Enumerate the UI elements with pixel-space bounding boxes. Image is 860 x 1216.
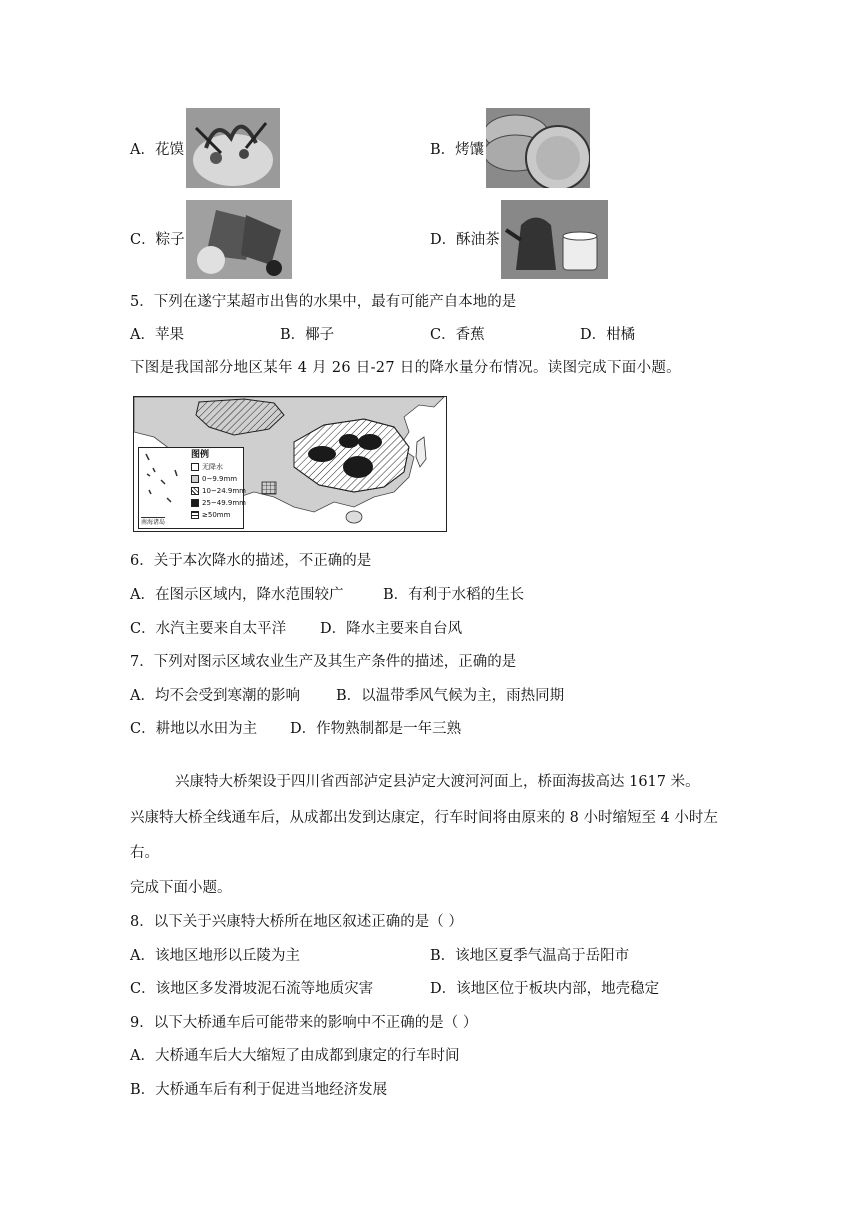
butter-tea-photo (501, 200, 608, 279)
q9-stem: 9．以下大桥通车后可能带来的影响中不正确的是（ ） (130, 1015, 478, 1031)
inset-label: 南海诸岛 (141, 519, 166, 526)
q7-option-b: B．以温带季风气候为主，雨热同期 (336, 688, 565, 704)
passage-line-1: 兴康特大桥架设于四川省西部泸定县泸定大渡河河面上，桥面海拔高达 1617 米。 (175, 774, 700, 790)
passage-line-3: 右。 (130, 845, 159, 861)
q7-option-d: D．作物熟制都是一年三熟 (290, 721, 462, 737)
q7-option-c: C．耕地以水田为主 (130, 721, 258, 737)
rain-intro: 下图是我国部分地区某年 4 月 26 日-27 日的降水量分布情况。读图完成下面小题。 (130, 360, 681, 376)
south-china-sea-inset (141, 450, 189, 514)
q4-option-a-label: A．花馍 (130, 142, 184, 158)
q7-stem: 7．下列对图示区域农业生产及其生产条件的描述，正确的是 (130, 654, 517, 670)
passage-line-2: 兴康特大桥全线通车后，从成都出发到达康定，行车时间将由原来的 8 小时缩短至 4 小时左 (130, 810, 718, 826)
legend-item: 0~9.9mm (191, 474, 237, 484)
passage-line-4: 完成下面小题。 (130, 880, 232, 896)
rainfall-map (133, 396, 447, 532)
q6-stem: 6．关于本次降水的描述，不正确的是 (130, 553, 372, 569)
naan-photo (486, 108, 590, 188)
q8-option-d: D．该地区位于板块内部，地壳稳定 (430, 981, 660, 997)
q8-option-a: A．该地区地形以丘陵为主 (130, 948, 300, 964)
q5-option-a: A．苹果 (130, 327, 184, 343)
legend-item: 无降水 (191, 462, 223, 472)
legend-title: 图例 (191, 450, 210, 460)
q5-option-b: B．椰子 (280, 327, 335, 343)
map-legend (138, 447, 244, 529)
legend-item: 10~24.9mm (191, 486, 246, 496)
q4-option-d-label: D．酥油茶 (430, 232, 500, 248)
q9-option-b: B．大桥通车后有利于促进当地经济发展 (130, 1082, 388, 1098)
q8-stem: 8．以下关于兴康特大桥所在地区叙述正确的是（ ） (130, 914, 463, 930)
q6-option-b: B．有利于水稻的生长 (383, 587, 525, 603)
q6-option-d: D．降水主要来自台风 (320, 621, 463, 637)
q6-option-a: A．在图示区域内，降水范围较广 (130, 587, 344, 603)
huamo-photo (186, 108, 280, 188)
q5-stem: 5．下列在遂宁某超市出售的水果中，最有可能产自本地的是 (130, 294, 517, 310)
q5-option-d: D．柑橘 (580, 327, 636, 343)
zongzi-photo (186, 200, 292, 279)
q9-option-a: A．大桥通车后大大缩短了由成都到康定的行车时间 (130, 1048, 460, 1064)
q6-option-c: C．水汽主要来自太平洋 (130, 621, 287, 637)
legend-item: ≥50mm (191, 510, 230, 520)
q4-option-c-label: C．粽子 (130, 232, 185, 248)
q4-option-b-label: B．烤馕 (430, 142, 485, 158)
q5-option-c: C．香蕉 (430, 327, 485, 343)
q8-option-b: B．该地区夏季气温高于岳阳市 (430, 948, 630, 964)
q7-option-a: A．均不会受到寒潮的影响 (130, 688, 300, 704)
q8-option-c: C．该地区多发滑坡泥石流等地质灾害 (130, 981, 374, 997)
legend-item: 25~49.9mm (191, 498, 246, 508)
